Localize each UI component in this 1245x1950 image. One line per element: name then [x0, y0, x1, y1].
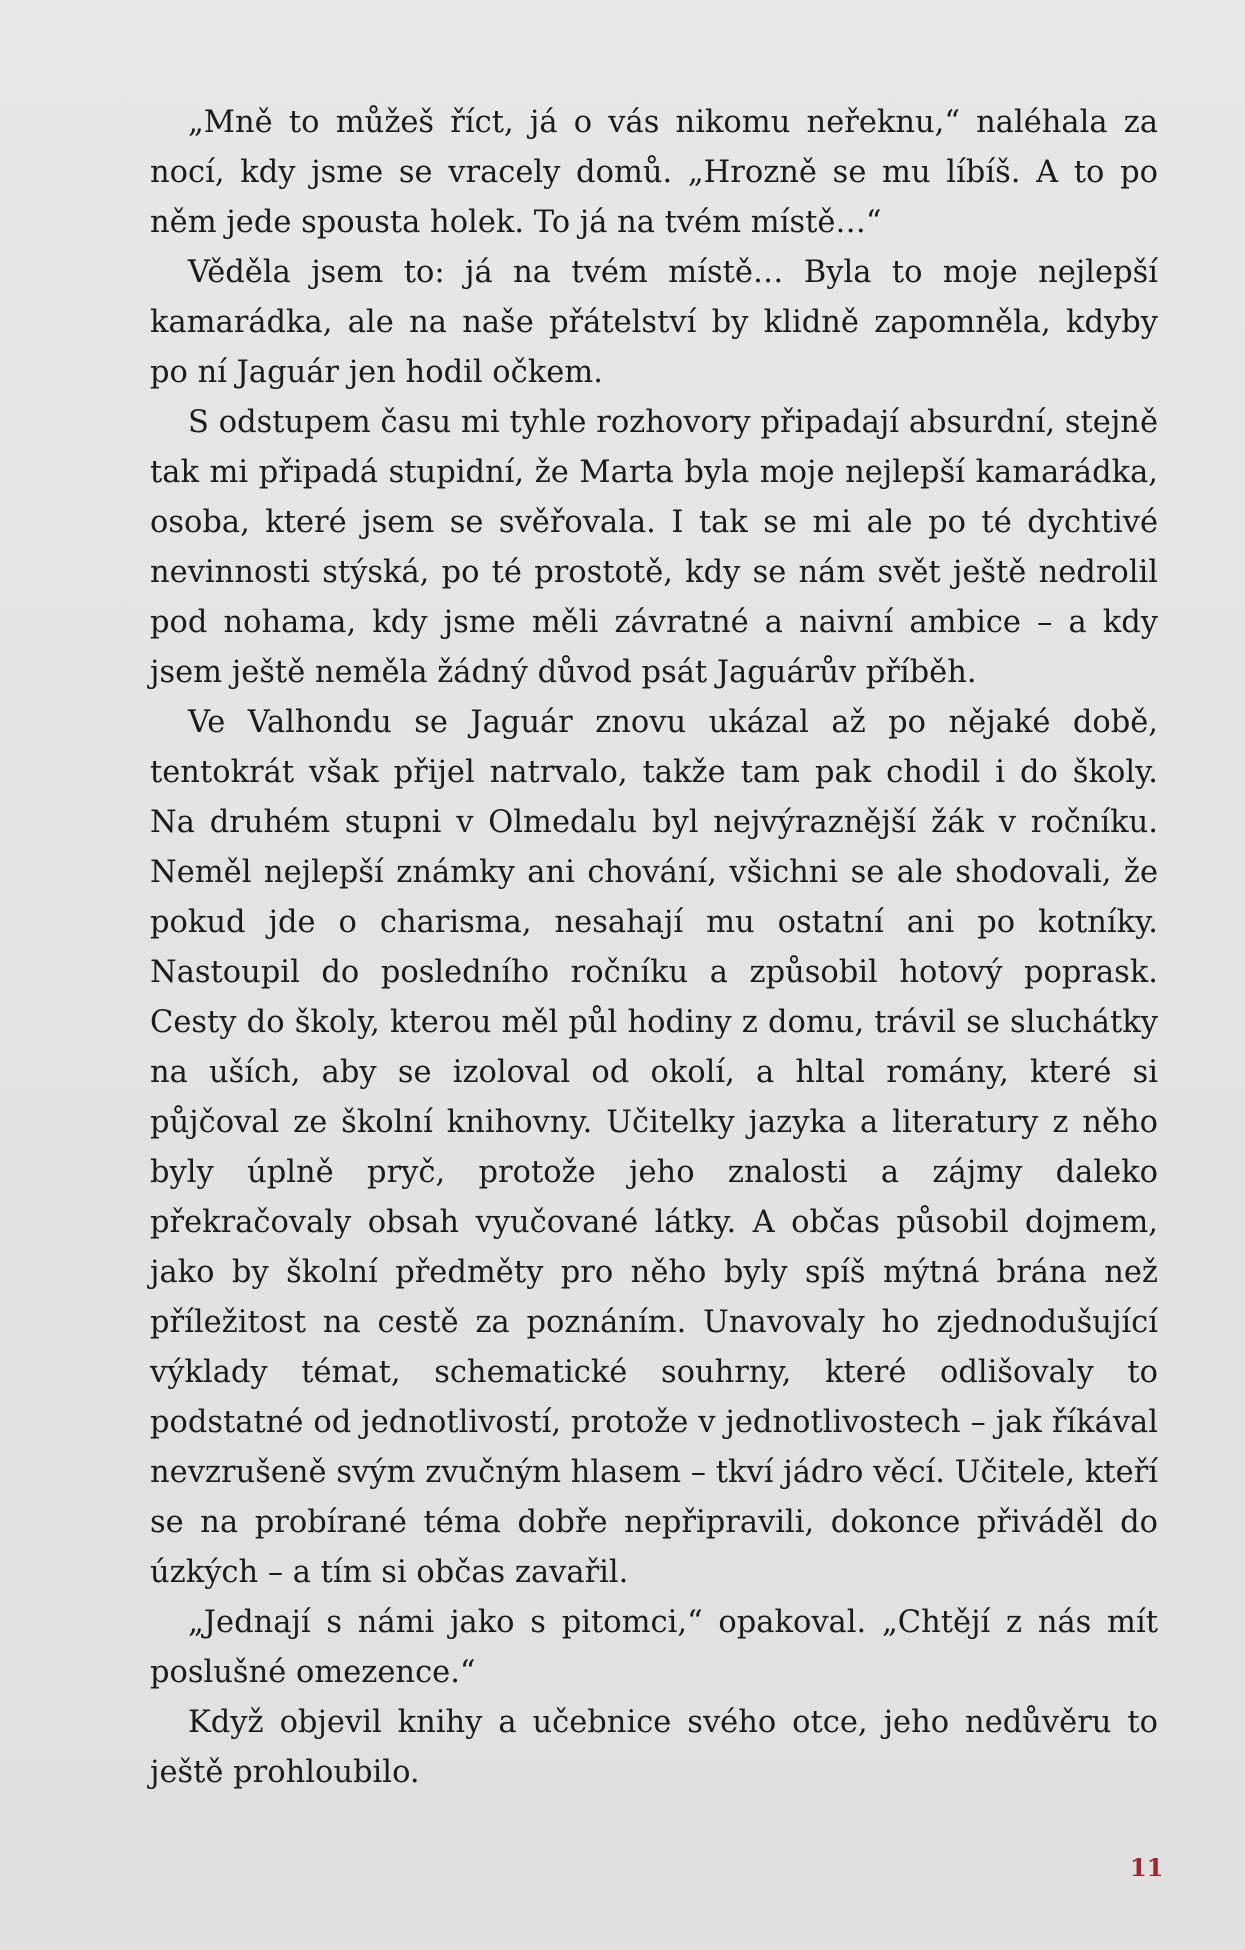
paragraph: Věděla jsem to: já na tvém místě… Byla to moje nejlepší kamarádka, ale na naše přátelství by klidně zapomněla, kdyby po ní Jaguár jen hodil očkem.	[150, 255, 1158, 390]
paragraph: „Jednají s námi jako s pitomci,“ opakoval. „Chtějí z nás mít poslušné omezence.“	[150, 1605, 1158, 1690]
page-number: 11	[1130, 1853, 1164, 1882]
paragraph: Ve Valhondu se Jaguár znovu ukázal až po nějaké době, tentokrát však přijel natrvalo, takže tam pak chodil i do školy. Na druhém stupni v Olmedalu byl nejvýraznější žák v ročníku. Neměl nejlepší známky ani chování, všichni se ale shodovali, že pokud jde o charisma, nesahají mu ostatní ani po kotníky. Nastoupil do posledního ročníku a způsobil hotový poprask. Cesty do školy, kterou měl půl hodiny z domu, trávil se sluchátky na uších, aby se izoloval od okolí, a hltal romány, které si půjčoval ze školní knihovny. Učitelky jazyka a literatury z něho byly úplně pryč, protože jeho znalosti a zájmy daleko překračovaly obsah vyučované látky. A občas působil dojmem, jako by školní předměty pro něho byly spíš mýtná brána než příležitost na cestě za poznáním. Unavovaly ho zjednodušující výklady témat, schematické souhrny, které odlišovaly to podstatné od jednotlivostí, protože v jednotlivostech – jak říkával nevzrušeně svým zvučným hlasem – tkví jádro věcí. Učitele, kteří se na probírané téma dobře nepřipravili, dokonce přiváděl do úzkých – a tím si občas zavařil.	[150, 705, 1158, 1590]
paragraph: S odstupem času mi tyhle rozhovory připadají absurdní, stejně tak mi připadá stupidní, že Marta byla moje nejlepší kamarádka, osoba, které jsem se svěřovala. I tak se mi ale po té dychtivé nevinnosti stýská, po té prostotě, kdy se nám svět ještě nedrolil pod nohama, kdy jsme měli závratné a naivní ambice – a kdy jsem ještě neměla žádný důvod psát Jaguárův příběh.	[150, 405, 1158, 690]
body-text	[150, 98, 1158, 1798]
paragraph: Když objevil knihy a učebnice svého otce, jeho nedůvěru to ještě prohloubilo.	[150, 1705, 1158, 1790]
paragraph: „Mně to můžeš říct, já o vás nikomu neřeknu,“ naléhala za nocí, kdy jsme se vracely domů. „Hrozně se mu líbíš. A to po něm jede spousta holek. To já na tvém místě…“	[150, 105, 1158, 240]
